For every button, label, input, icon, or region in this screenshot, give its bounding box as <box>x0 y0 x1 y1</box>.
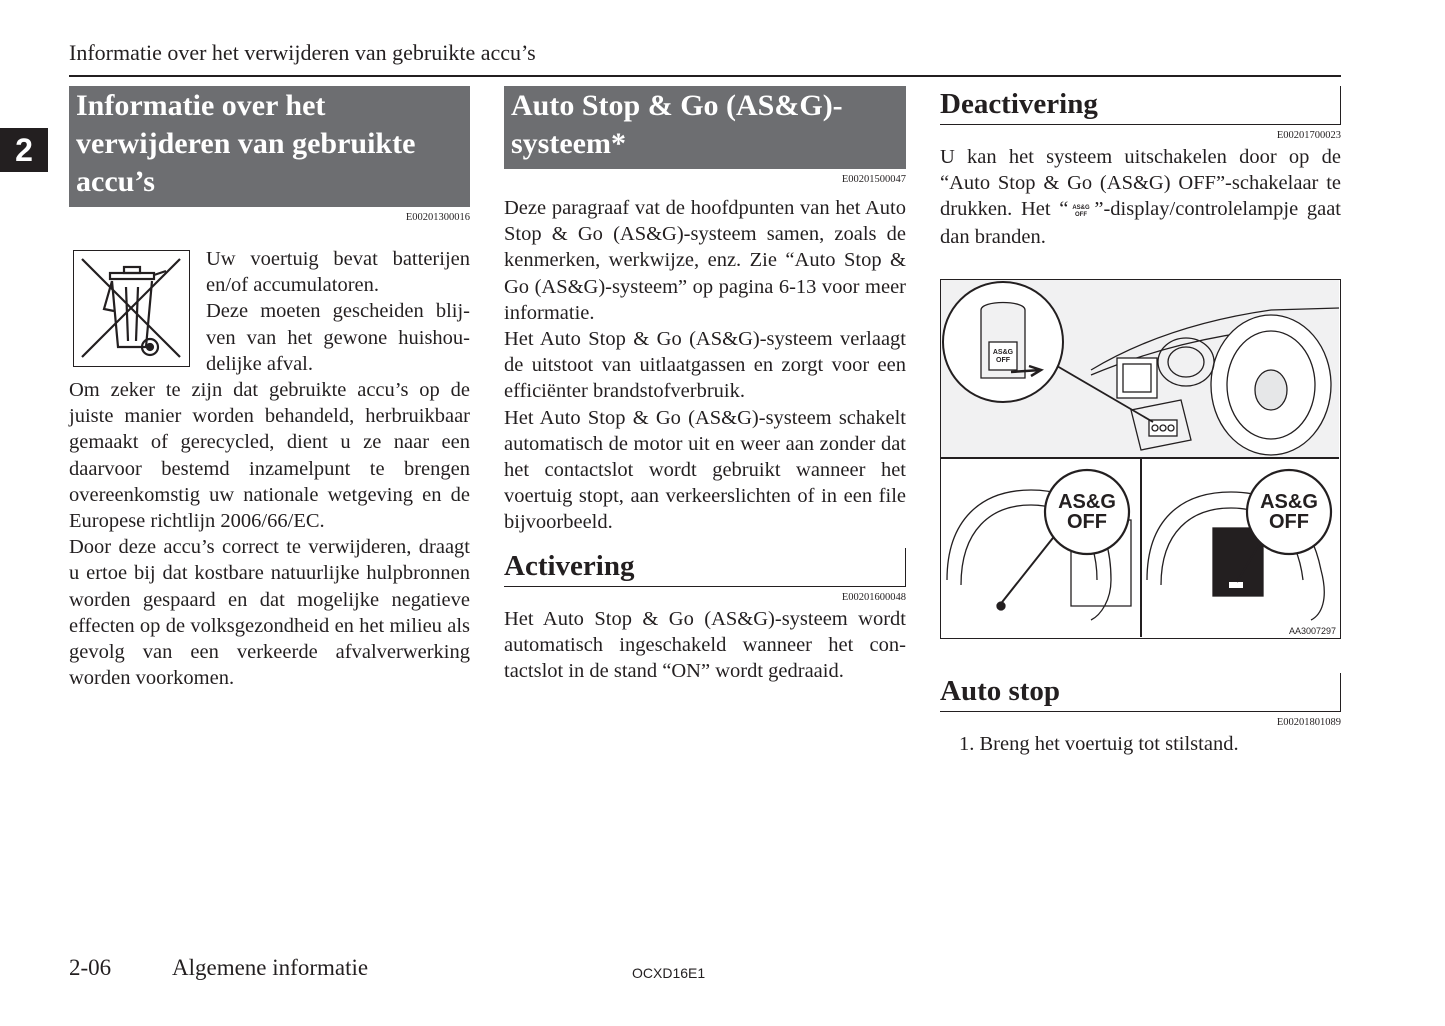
icon-label: AS&G <box>1072 204 1091 211</box>
figure-code: AA3007297 <box>1288 626 1336 636</box>
heading-deactivering: Deactivering <box>940 86 1341 125</box>
badge-label: AS&G <box>1260 491 1318 513</box>
list-item: 1. Breng het voertuig tot stilstand. <box>959 733 1239 755</box>
badge-label: AS&G <box>1058 491 1116 513</box>
heading-auto-stop: Auto stop <box>940 673 1341 712</box>
paragraph-activering: Het Auto Stop & Go (AS&G)-systeem wordt automatisch ingeschakeld wanneer het contactslot in de stand “ON” wordt gedraaid. <box>504 607 906 683</box>
asg-figure <box>940 279 1341 639</box>
paragraph: Het Auto Stop & Go (AS&G)-systeem verlaagt de uitstoot van uitlaatgassen en zorgt voor een efficiënter brandstofverbruik. <box>504 328 906 403</box>
paragraph: Deze moeten gescheiden blijven van het gewone huishoudelijke afval. <box>206 300 470 375</box>
icon-label: OFF <box>1075 211 1088 217</box>
heading-activering: Activering <box>504 548 906 587</box>
column-deactivering <box>940 86 1341 757</box>
section-code: E00201700023 <box>1276 130 1341 141</box>
chapter-tab: 2 <box>0 128 48 172</box>
asg-off-indicator-icon <box>1068 198 1094 224</box>
paragraph-deactivering <box>940 144 1341 250</box>
document-code: OCXD16E1 <box>632 965 706 981</box>
button-label: AS&G <box>992 349 1014 356</box>
paragraph: Om zeker te zijn dat gebruikte accu’s op de juiste manier worden behandeld, herbruikbaar gemaakt of gerecycled, dient u ze naar een daarvoor bestemd inzamelpunt te brengen overeenkomstig uw nationale wetgeving en de Europese richtlijn 2006/66/EC. <box>69 379 470 533</box>
page-number: 2-06 <box>69 955 112 980</box>
badge-label: OFF <box>1067 511 1107 533</box>
running-header: Informatie over het verwijderen van gebruikte accu’s <box>69 40 536 65</box>
button-label: OFF <box>996 357 1010 364</box>
section-code: E00201801089 <box>1276 717 1341 728</box>
paragraph: Door deze accu’s correct te verwijderen, draagt u ertoe bij dat kostbare natuurlijke hulpbronnen worden gespaard en dat mogelijke negatieve effecten op de volksgezondheid en het milieu als gevolg van een verkeerde afvalverwerking worden voorkomen. <box>69 536 470 690</box>
crossed-bin-icon <box>73 250 190 367</box>
paragraph: Uw voertuig bevat batterijen en/of accumulatoren. <box>206 248 470 297</box>
badge-label: OFF <box>1269 511 1309 533</box>
text-segment: U kan het systeem uitschakelen door op de “Auto Stop & Go (AS&G) OFF”-schakelaar te drukken. Het “ <box>940 146 1341 221</box>
column-battery-disposal <box>69 86 470 691</box>
section-code: E00201300016 <box>405 212 470 223</box>
text-segment: ”-display/controlelampje gaat dan branden. <box>940 198 1341 248</box>
header-rule <box>69 75 1341 77</box>
paragraph: Het Auto Stop & Go (AS&G)-systeem schakelt automatisch de motor uit en weer aan zonder dat het contactslot wordt gebruikt wanneer het voertuig stopt, aan verkeerslichten of in een file bijvoorbeeld. <box>504 406 906 534</box>
section-title-battery-disposal: Informatie over het verwijderen van gebruikte accu’s <box>69 86 470 207</box>
section-code: E00201600048 <box>841 591 906 603</box>
section-title-asg: Auto Stop & Go (AS&G)-systeem* <box>504 86 906 169</box>
column-asg <box>504 86 906 684</box>
paragraph: Deze paragraaf vat de hoofdpunten van het Auto Stop & Go (AS&G)-systeem samen, zoals de kenmerken, werkwijze, enz. Zie “Auto Stop & Go (AS&G)-systeem” op pagina 6-13 voor meer informatie. <box>504 197 906 324</box>
section-code: E00201500047 <box>841 174 906 185</box>
footer-title: Algemene informatie <box>172 955 369 980</box>
